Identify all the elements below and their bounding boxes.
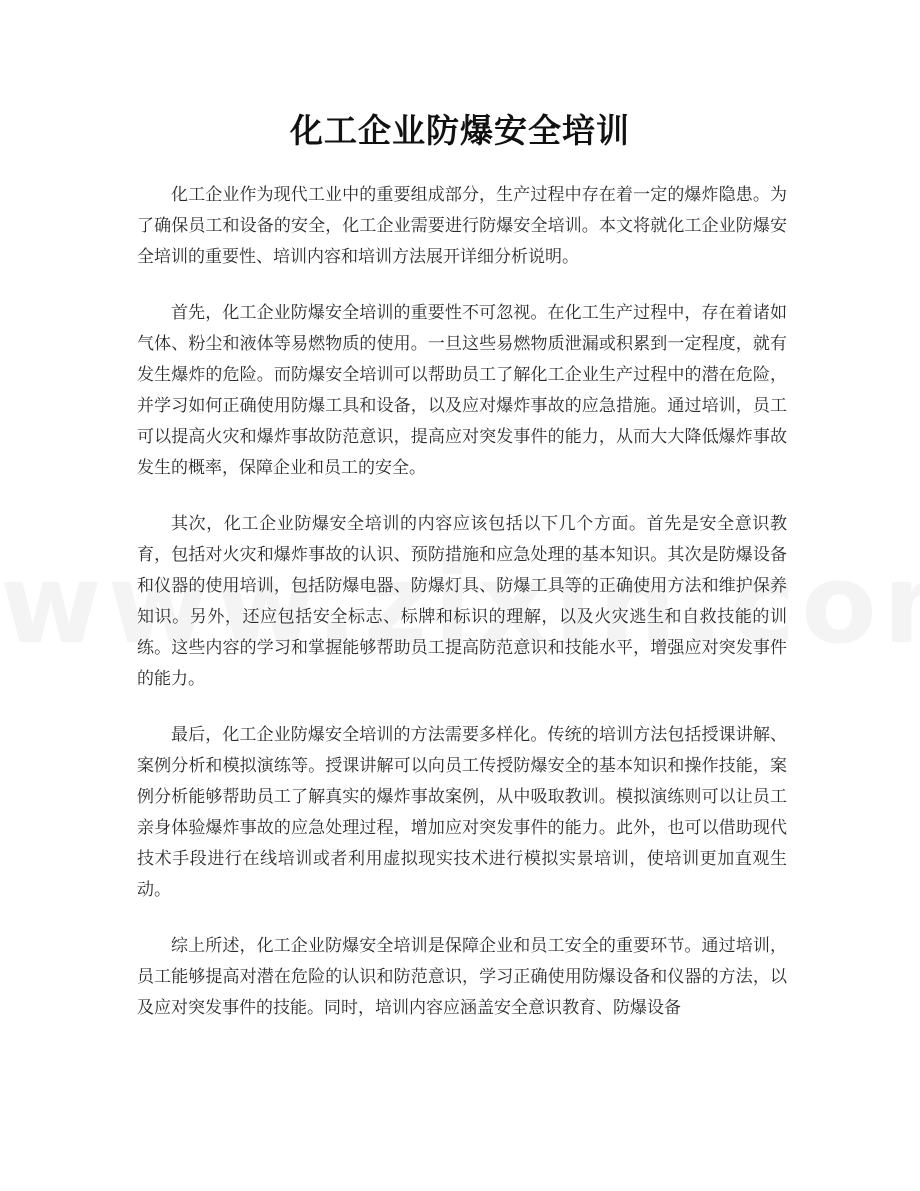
paragraph-methods: 最后，化工企业防爆安全培训的方法需要多样化。传统的培训方法包括授课讲解、案例分析和模拟演练等。授课讲解可以向员工传授防爆安全的基本知识和操作技能，案例分析能够帮助员工了解真实的爆炸事故案例，从中吸取教训。模拟演练则可以让员工亲身体验爆炸事故的应急处理过程，增加应对突发事件的能力。此外，也可以借助现代技术手段进行在线培训或者利用虚拟现实技术进行模拟实景培训，使培训更加直观生动。	[137, 725, 787, 900]
paragraph-intro: 化工企业作为现代工业中的重要组成部分，生产过程中存在着一定的爆炸隐患。为了确保员工和设备的安全，化工企业需要进行防爆安全培训。本文将就化工企业防爆安全培训的重要性、培训内容和培训方法展开详细分析说明。	[137, 185, 787, 267]
paragraph-importance: 首先，化工企业防爆安全培训的重要性不可忽视。在化工生产过程中，存在着诸如气体、粉尘和液体等易燃物质的使用。一旦这些易燃物质泄漏或积累到一定程度，就有发生爆炸的危险。而防爆安全培训可以帮助员工了解化工企业生产过程中的潜在危险，并学习如何正确使用防爆工具和设备，以及应对爆炸事故的应急措施。通过培训，员工可以提高火灾和爆炸事故防范意识，提高应对突发事件的能力，从而大大降低爆炸事故发生的概率，保障企业和员工的安全。	[137, 303, 787, 478]
document-title: 化工企业防爆安全培训	[290, 111, 630, 150]
paragraph-content: 其次，化工企业防爆安全培训的内容应该包括以下几个方面。首先是安全意识教育，包括对火灾和爆炸事故的认识、预防措施和应急处理的基本知识。其次是防爆设备和仪器的使用培训，包括防爆电器、防爆灯具、防爆工具等的正确使用方法和维护保养知识。另外，还应包括安全标志、标牌和标识的理解，以及火灾逃生和自救技能的训练。这些内容的学习和掌握能够帮助员工提高防范意识和技能水平，增强应对突发事件的能力。	[137, 514, 787, 689]
document-body	[137, 180, 787, 1049]
paragraph-summary: 综上所述，化工企业防爆安全培训是保障企业和员工安全的重要环节。通过培训，员工能够提高对潜在危险的认识和防范意识，学习正确使用防爆设备和仪器的方法，以及应对突发事件的技能。同时，培训内容应涵盖安全意识教育、防爆设备	[137, 936, 787, 1018]
